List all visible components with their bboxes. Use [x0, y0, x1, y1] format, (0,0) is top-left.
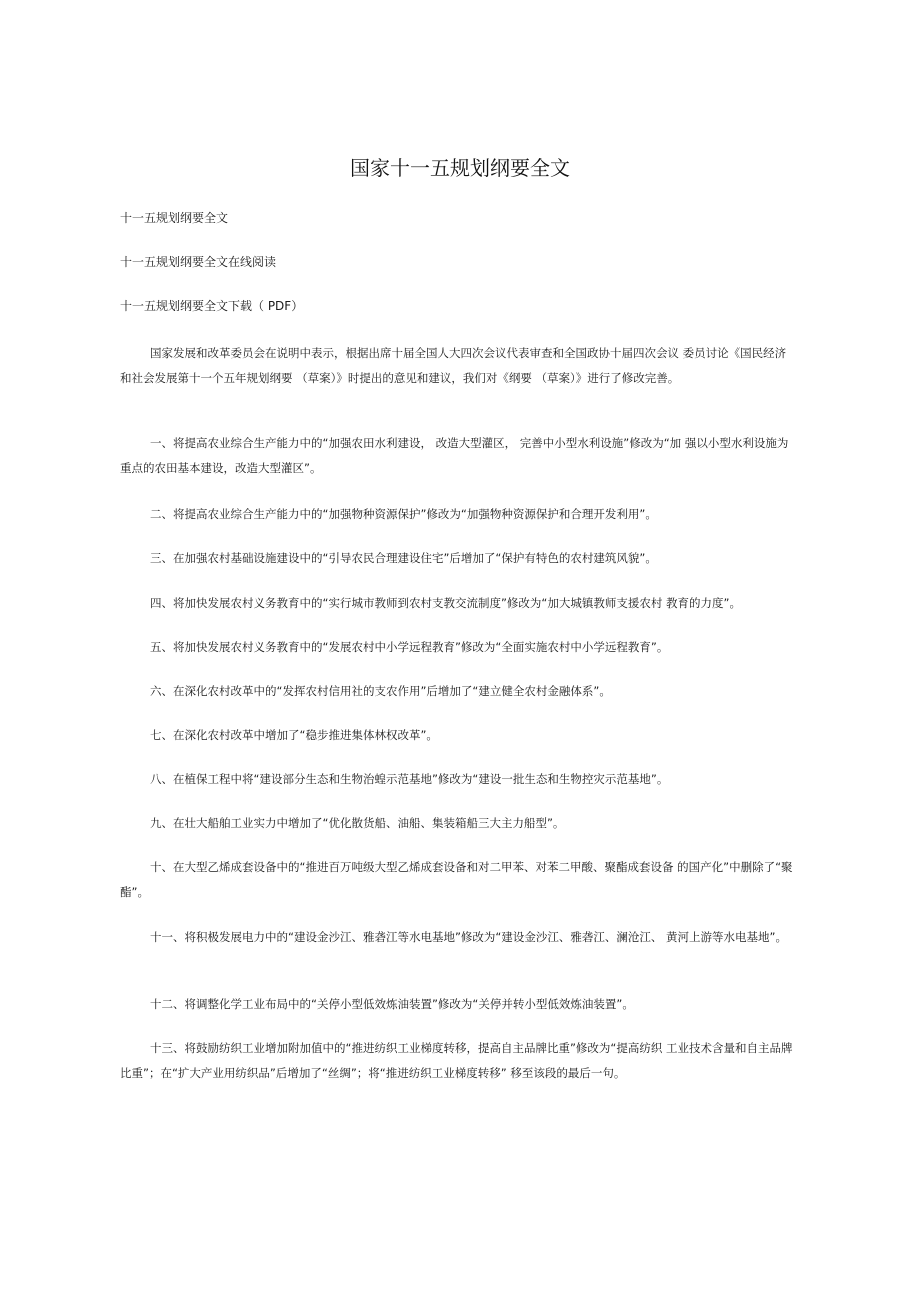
item-paragraph-9: 九、在壮大船舶工业实力中增加了“优化散货船、油船、集装箱船三大主力船型”。: [150, 816, 565, 830]
item-paragraph-11: 十一、将积极发展电力中的“建设金沙江、雅砻江等水电基地”修改为“建设金沙江、雅砻江、澜沧江、 黄河上游等水电基地”。: [150, 930, 787, 944]
item-paragraph-8: 八、在植保工程中将“建设部分生态和生物治蝗示范基地”修改为“建设一批生态和生物控灾示范基地”。: [150, 772, 669, 786]
item-paragraph-7: 七、在深化农村改革中增加了“稳步推进集体林权改革”。: [150, 728, 438, 742]
item-paragraph-2: 二、将提高农业综合生产能力中的“加强物种资源保护”修改为“加强物种资源保护和合理开发利用”。: [150, 507, 657, 521]
link-outline-read-online[interactable]: 十一五规划纲要全文在线阅读: [120, 255, 277, 269]
link-outline-full-text[interactable]: 十一五规划纲要全文: [120, 211, 229, 225]
item-paragraph-4: 四、将加快发展农村义务教育中的“实行城市教师到农村支教交流制度”修改为“加大城镇教师支援农村 教育的力度”。: [150, 596, 741, 610]
link-outline-pdf-download[interactable]: 十一五规划纲要全文下载（ PDF）: [120, 299, 304, 313]
item-paragraph-13: 十三、将鼓励纺织工业增加附加值中的“推进纺织工业梯度转移，提高自主品牌比重”修改为“提高纺织 工业技术含量和自主品牌比重”；在“扩大产业用纺织品”后增加了“丝绸”；将“推进纺织工业梯度转移” 移至该段的最后一句。: [120, 1041, 793, 1080]
intro-paragraph: 国家发展和改革委员会在说明中表示，根据出席十届全国人大四次会议代表审查和全国政协十届四次会议 委员讨论《国民经济和社会发展第十一个五年规划纲要 （草案）》时提出的意见和建议，我们对《纲要 （草案）》进行了修改完善。: [120, 346, 787, 385]
item-paragraph-10: 十、在大型乙烯成套设备中的“推进百万吨级大型乙烯成套设备和对二甲苯、对苯二甲酸、聚酯成套设备 的国产化”中删除了“聚酯”。: [120, 860, 793, 899]
item-paragraph-1: 一、将提高农业综合生产能力中的“加强农田水利建设， 改造大型灌区， 完善中小型水利设施”修改为“加 强以小型水利设施为重点的农田基本建设，改造大型灌区”。: [120, 436, 789, 475]
item-paragraph-3: 三、在加强农村基础设施建设中的“引导农民合理建设住宅”后增加了“保护有特色的农村建筑风貌”。: [150, 551, 657, 565]
item-paragraph-12: 十二、将调整化学工业布局中的“关停小型低效炼油装置”修改为“关停并转小型低效炼油装置”。: [150, 997, 634, 1011]
item-paragraph-5: 五、将加快发展农村义务教育中的“发展农村中小学远程教育”修改为“全面实施农村中小学远程教育”。: [150, 640, 669, 654]
document-title: 国家十一五规划纲要全文: [350, 156, 570, 180]
item-paragraph-6: 六、在深化农村改革中的“发挥农村信用社的支农作用”后增加了“建立健全农村金融体系”。: [150, 684, 611, 698]
